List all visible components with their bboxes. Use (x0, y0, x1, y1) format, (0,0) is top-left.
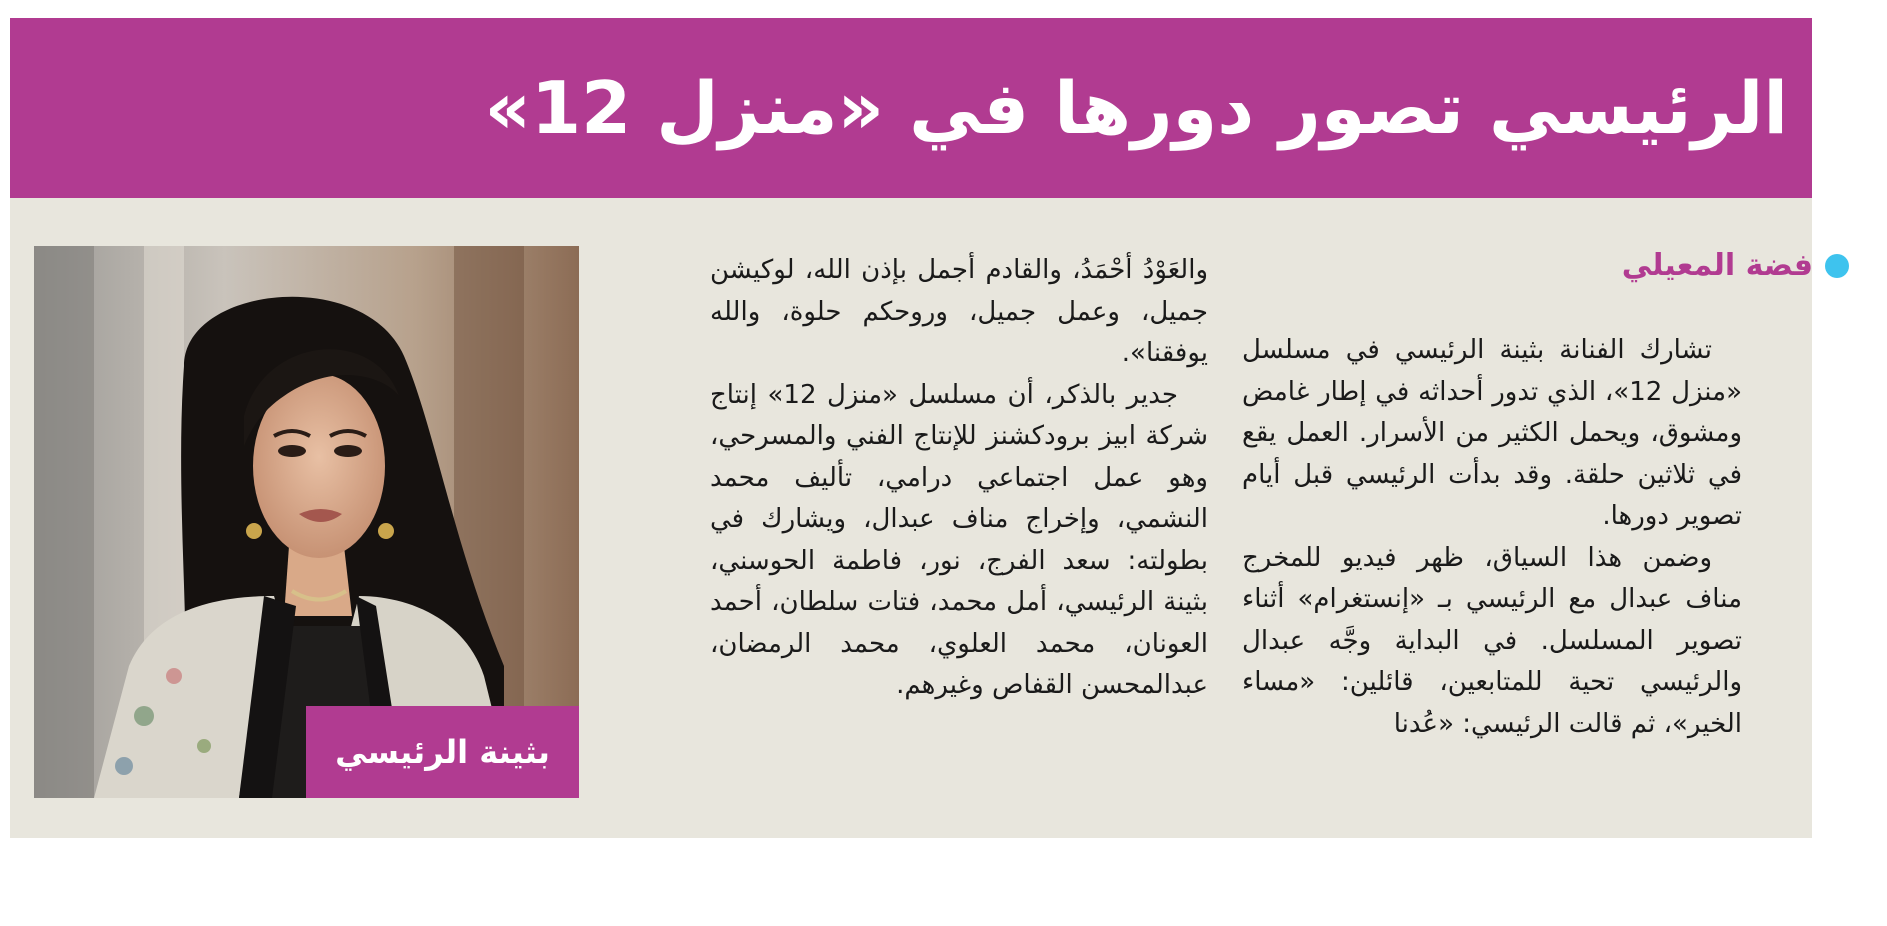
paragraph: تشارك الفنانة بثينة الرئيسي في مسلسل «منزل 12»، الذي تدور أحداثه في إطار غامض ومشوق، ويحمل الكثير من الأسرار. العمل يقع في ثلاثين حلقة. وقد بدأت الرئيسي قبل أيام تصوير دورها. (1242, 335, 1742, 531)
bullet-dot-icon (1825, 254, 1849, 278)
byline (1622, 248, 1849, 283)
headline: الرئيسي تصور دورها في «منزل 12» (484, 66, 1788, 150)
photo-caption-box (306, 706, 579, 798)
headline-bar (10, 18, 1812, 198)
paragraph: جدير بالذكر، أن مسلسل «منزل 12» إنتاج شركة ابيز برودكشنز للإنتاج الفني والمسرحي، وهو عمل اجتماعي درامي، تأليف محمد النشمي، وإخراج مناف عبدال، ويشارك في بطولته: سعد الفرج، نور، فاطمة الحوسني، بثينة الرئيسي، أمل محمد، فتات سلطان، أحمد العونان، محمد العلوي، محمد الرمضان، عبدالمحسن القفاص وغيرهم. (710, 379, 1208, 700)
byline-author: فضة المعيلي (1621, 248, 1813, 283)
photo-caption: بثينة الرئيسي (335, 733, 550, 771)
article-column-right (1242, 330, 1742, 745)
paragraph: والعَوْدُ أحْمَدُ، والقادم أجمل بإذن الله، لوكيشن جميل، وعمل جميل، وروحكم حلوة، والله يوفقنا». (710, 255, 1208, 368)
paragraph: وضمن هذا السياق، ظهر فيديو للمخرج مناف عبدال مع الرئيسي بـ «إنستغرام» أثناء تصوير المسلسل. في البداية وجَّه عبدال والرئيسي تحية للمتابعين، قائلين: «مساء الخير»، ثم قالت الرئيسي: «عُدنا (1242, 542, 1742, 739)
article-column-middle (710, 250, 1208, 707)
